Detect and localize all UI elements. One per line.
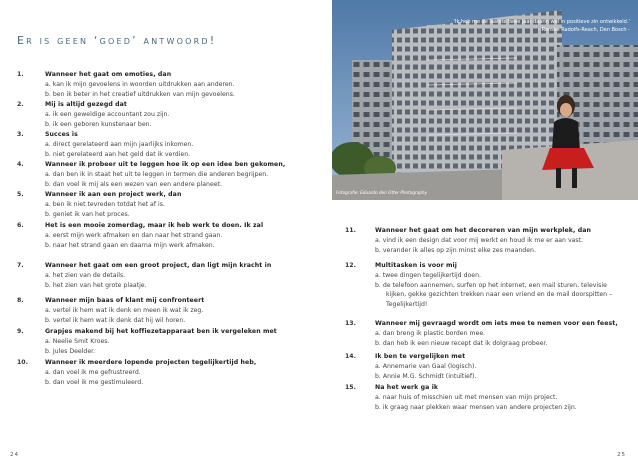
- question-text: Mij is altijd gezegd dat: [45, 101, 127, 108]
- option-a: a. Neelie Smit Kroes.: [45, 337, 110, 345]
- question-text: Wanneer ik probeer uit te leggen hoe ik op een idee ben gekomen,: [45, 161, 286, 168]
- question-text: Grapjes makend bij het koffiezetapparaat ben ik vergeleken met: [45, 328, 277, 335]
- option-b: b. niet gerelateerd aan het geld dat ik verdien.: [45, 150, 191, 158]
- option-b: b. Jules Deelder.: [45, 347, 96, 355]
- option-a: a. het zien van de details.: [45, 271, 126, 279]
- question-number: 1.: [17, 71, 24, 78]
- question-text: Ik ben te vergelijken met: [375, 353, 466, 360]
- option-b: b. geniet ik van het proces.: [45, 210, 130, 218]
- question-number: 5.: [17, 191, 24, 198]
- option-b: b. dan heb ik een nieuw recept dat ik dolgraag probeer.: [375, 339, 548, 347]
- option-a: a. ben ik niet tevreden totdat het af is.: [45, 200, 165, 208]
- option-b: b. het zien van het grote plaatje.: [45, 281, 147, 289]
- question-text: Wanneer mij gevraagd wordt om iets mee te nemen voor een feest,: [375, 320, 618, 327]
- page-number-right: 25: [617, 452, 626, 458]
- option-b: b. dan voel ik me gestimuleerd.: [45, 378, 144, 386]
- question-text: Wanneer het gaat om emoties, dan: [45, 71, 172, 78]
- question-number: 9.: [17, 328, 24, 335]
- option-a: a. twee dingen tegelijkertijd doen.: [375, 271, 481, 279]
- photo-credit: Fotografie: Eduardo den Otter Photography: [336, 190, 428, 195]
- question-number: 10.: [17, 359, 28, 366]
- question-text: Multitasken is voor mij: [375, 262, 457, 269]
- option-b: b. naar het strand gaan en daarna mijn werk afmaken.: [45, 241, 215, 249]
- option-a: a. dan voel ik me gefrustreerd.: [45, 368, 141, 376]
- option-b: b. vertel ik hem wat ik denk dat hij wil horen.: [45, 316, 186, 324]
- question-text: Na het werk ga ik: [375, 384, 439, 391]
- question-text: Succes is: [45, 131, 78, 138]
- question-text: Wanneer het gaat om een groot project, dan ligt mijn kracht in: [45, 262, 272, 269]
- option-a: a. vind ik een design dat voor mij werkt en houd ik me er aan vast.: [375, 236, 584, 244]
- question-number: 8.: [17, 297, 24, 304]
- cover-photo: [332, 0, 638, 200]
- option-a: a. eerst mijn werk afmaken en dan naar het strand gaan.: [45, 231, 223, 239]
- option-a: a. naar huis of misschien uit met mensen van mijn project.: [375, 393, 558, 401]
- option-a: a. Annemarie van Gaal (logisch).: [375, 362, 477, 370]
- question-text: Wanneer het gaat om het decoreren van mijn werkplek, dan: [375, 227, 592, 234]
- option-b-cont: kijken, gekke gezichten trekken naar een vriend en de mail doorspitten –: [386, 291, 613, 299]
- option-a: a. ik een geweldige accountant zou zijn.: [45, 110, 170, 118]
- option-a: a. dan breng ik plastic borden mee.: [375, 329, 486, 337]
- option-b: b. verander ik alles op zijn minst elke zes maanden.: [375, 246, 536, 254]
- option-a: a. direct gerelateerd aan mijn jaarlijks inkomen.: [45, 140, 194, 148]
- option-b: b. de telefoon aannemen, surfen op het internet, een mail sturen, televisie: [375, 281, 607, 289]
- option-a: a. dan ben ik in staat het uit te leggen in termen die anderen begrijpen.: [45, 170, 269, 178]
- quote-author: - Renske Radolfs-Reach, Den Bosch -: [538, 26, 630, 33]
- question-number: 14.: [345, 353, 356, 360]
- photo-quote: [453, 19, 630, 34]
- option-b: b. ben ik beter in het creatief uitdrukken van mijn gevoelens.: [45, 90, 235, 98]
- question-number: 7.: [17, 262, 24, 269]
- option-b: b. dan voel ik mij als een wezen van een andere planeet.: [45, 180, 222, 188]
- option-a: a. vertel ik hem wat ik denk en meen ik wat ik zeg.: [45, 306, 204, 314]
- page-number-left: 24: [10, 452, 19, 458]
- question-number: 11.: [345, 227, 356, 234]
- question-number: 6.: [17, 222, 24, 229]
- page-title: Er is geen ‘goed’ antwoord!: [17, 34, 217, 47]
- option-a: a. kan ik mijn gevoelens in woorden uitdrukken aan anderen.: [45, 80, 235, 88]
- question-number: 15.: [345, 384, 356, 391]
- quote-text: ‘Ik heb me de laatste twee jaar daarin wel in positieve zin ontwikkeld.’: [453, 19, 630, 25]
- question-text: Wanneer mijn baas of klant mij confronteert: [45, 297, 205, 304]
- question-text: Het is een mooie zomerdag, maar ik heb werk te doen. Ik zal: [45, 222, 264, 229]
- question-text: Wanneer ik meerdere lopende projecten tegelijkertijd heb,: [45, 359, 257, 366]
- question-number: 3.: [17, 131, 24, 138]
- question-number: 2.: [17, 101, 24, 108]
- option-b: b. ik graag naar plekken waar mensen van andere projecten zijn.: [375, 403, 577, 411]
- question-text: Wanneer ik aan een project werk, dan: [45, 191, 182, 198]
- question-number: 13.: [345, 320, 356, 327]
- question-number: 4.: [17, 161, 24, 168]
- option-b-cont: Tegelijkertijd!: [386, 301, 428, 309]
- question-number: 12.: [345, 262, 356, 269]
- option-b: b. ik een geboren kunstenaar ben.: [45, 120, 152, 128]
- option-b: b. Annie M.G. Schmidt (intuïtief).: [375, 372, 477, 380]
